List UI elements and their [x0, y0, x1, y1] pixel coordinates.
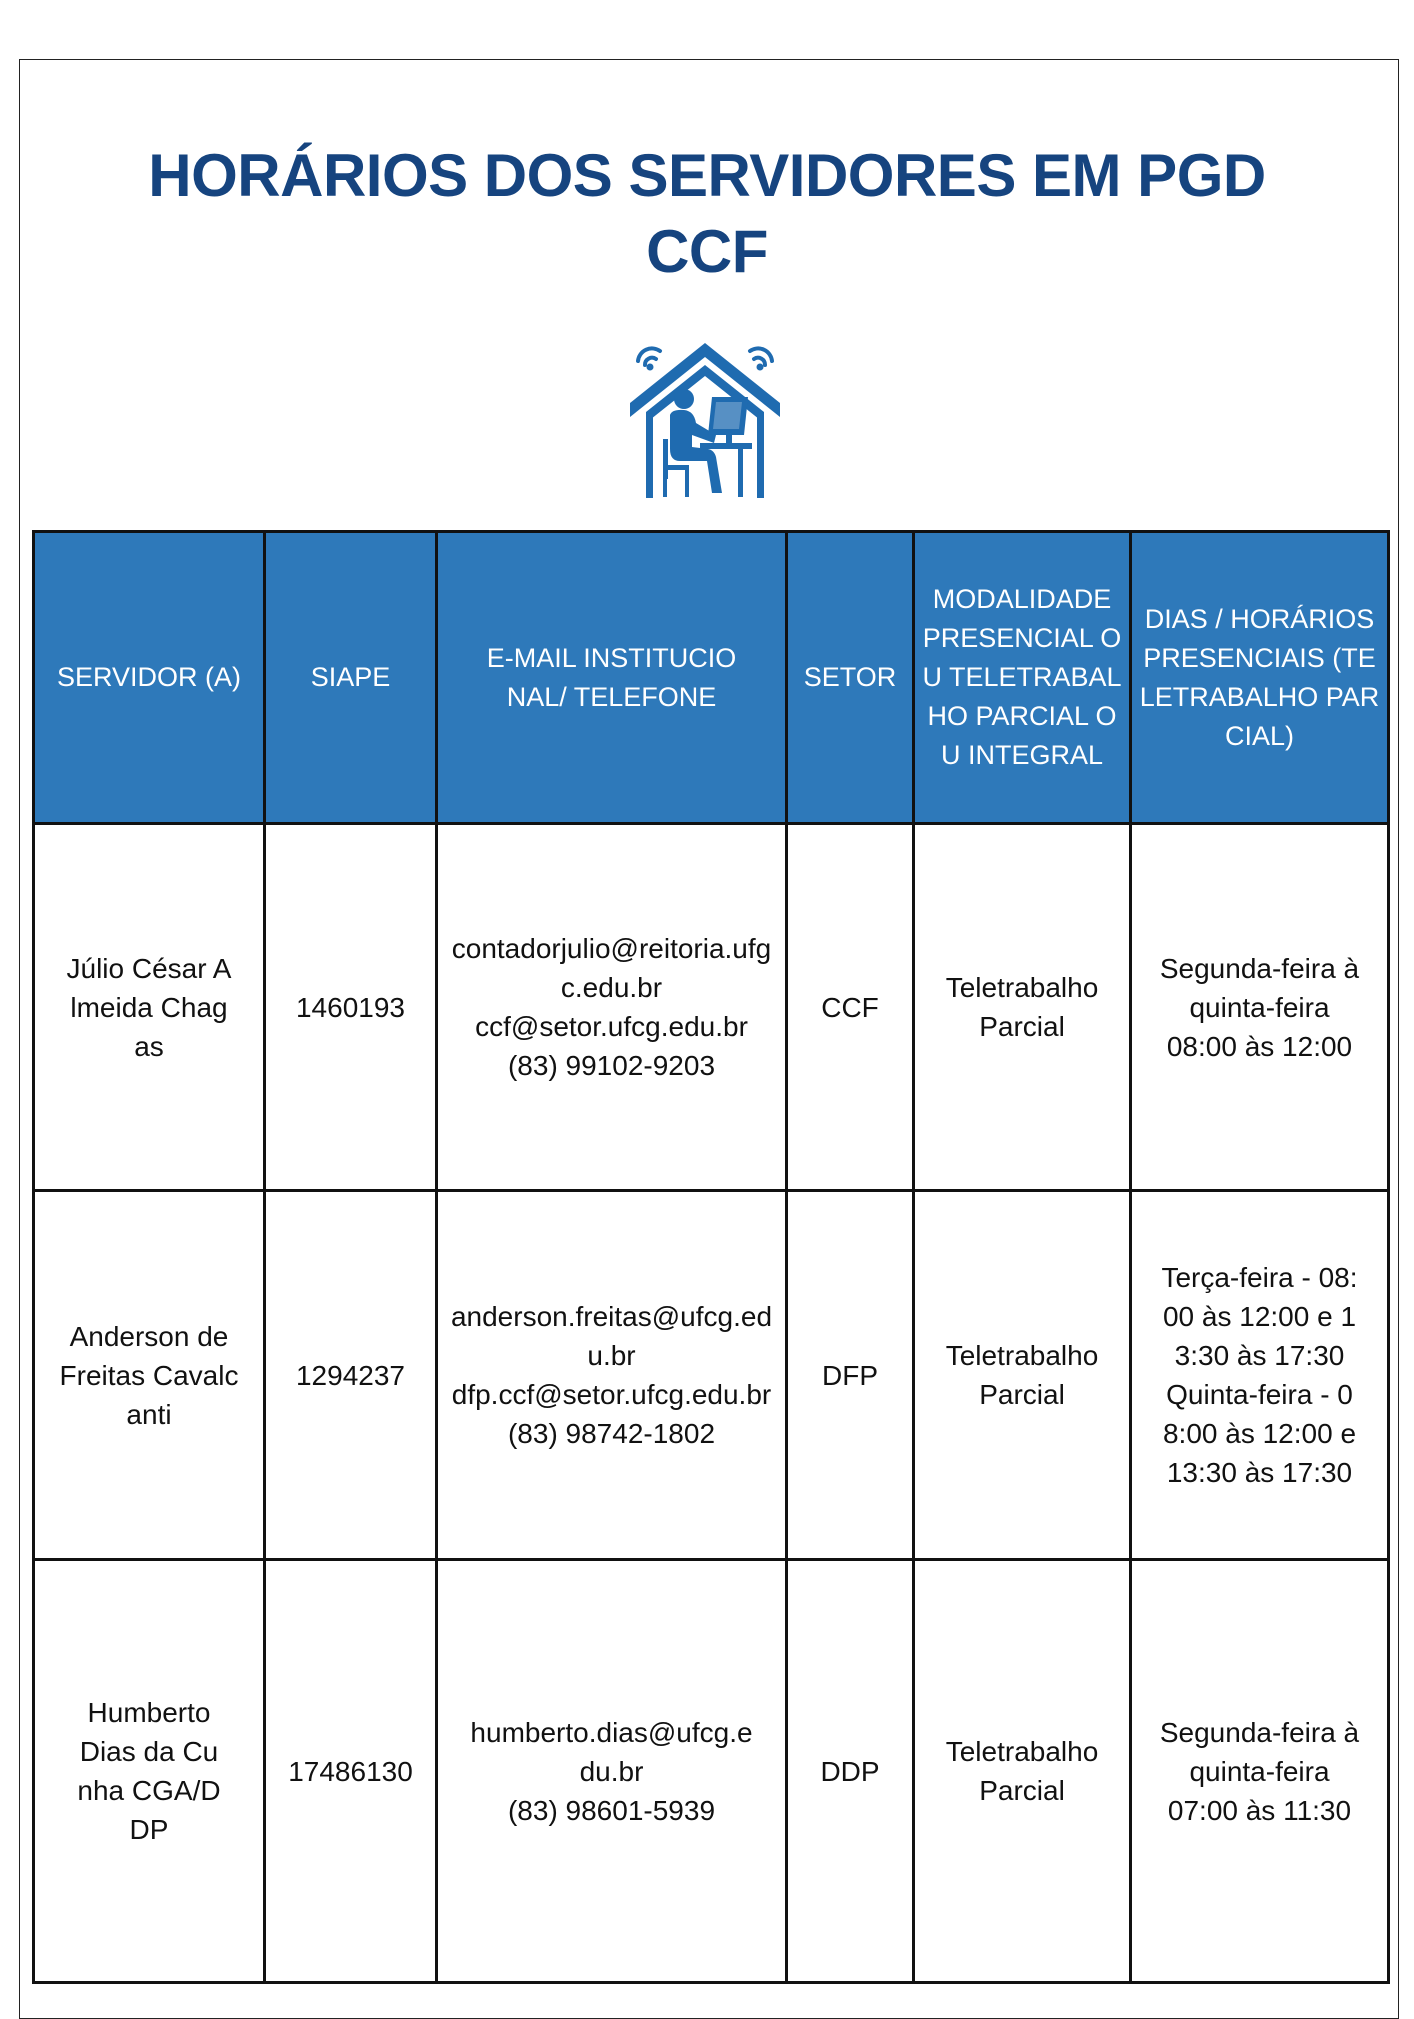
header-dias-horarios: DIAS / HORÁRIOS PRESENCIAIS (TELETRABALHO PARCIAL) — [1131, 532, 1389, 824]
phone-number: (83) 98742-1802 — [507, 1418, 716, 1449]
header-email-telefone: E-MAIL INSTITUCIONAL/ TELEFONE — [437, 532, 787, 824]
cell-modalidade: Teletrabalho Parcial — [914, 824, 1131, 1191]
header-servidor: SERVIDOR (A) — [34, 532, 265, 824]
header-modalidade: MODALIDADE PRESENCIAL OU TELETRABALHO PARCIAL OU INTEGRAL — [914, 532, 1131, 824]
schedule-entry: Quinta-feira - 08:00 às 12:00 e 13:30 às 17:30 — [1162, 1379, 1357, 1488]
cell-modalidade: Teletrabalho Parcial — [914, 1560, 1131, 1983]
cell-setor: CCF — [787, 824, 914, 1191]
title-line-1: HORÁRIOS DOS SERVIDORES EM PGD — [148, 142, 1266, 209]
cell-modalidade: Teletrabalho Parcial — [914, 1191, 1131, 1560]
table-row — [34, 1191, 1389, 1560]
cell-servidor: Júlio César Almeida Chagas — [34, 824, 265, 1191]
email-link[interactable]: ccf@setor.ufcg.edu.br — [475, 1011, 748, 1042]
schedule-hours: 08:00 às 12:00 — [1166, 1030, 1353, 1062]
header-setor: SETOR — [787, 532, 914, 824]
cell-siape: 1460193 — [265, 824, 437, 1191]
cell-contato — [437, 824, 787, 1191]
cell-setor: DFP — [787, 1191, 914, 1560]
email-link[interactable]: anderson.freitas@ufcg.edu.br — [450, 1301, 773, 1371]
servers-table — [32, 530, 1390, 1984]
schedule-entry: Terça-feira - 08:00 às 12:00 e 13:30 às 17:30 — [1161, 1262, 1358, 1371]
cell-servidor: Humberto Dias da Cunha CGA/DDP — [34, 1560, 265, 1983]
email-link[interactable]: dfp.ccf@setor.ufcg.edu.br — [451, 1379, 772, 1410]
cell-servidor: Anderson de Freitas Cavalcanti — [34, 1191, 265, 1560]
header-siape: SIAPE — [265, 532, 437, 824]
cell-siape: 1294237 — [265, 1191, 437, 1560]
cell-horarios — [1131, 1191, 1389, 1560]
email-link[interactable]: contadorjulio@reitoria.ufgc.edu.br — [451, 933, 772, 1003]
remote-work-house-icon — [630, 343, 780, 498]
cell-contato — [437, 1191, 787, 1560]
cell-horarios — [1131, 1560, 1389, 1983]
schedule-hours: 07:00 às 11:30 — [1167, 1794, 1352, 1826]
table-row — [34, 824, 1389, 1191]
cell-horarios — [1131, 824, 1389, 1191]
email-link[interactable]: humberto.dias@ufcg.edu.br — [470, 1716, 753, 1787]
cell-contato — [437, 1560, 787, 1983]
schedule-days: Segunda-feira à quinta-feira — [1159, 1716, 1360, 1787]
table-row — [34, 1560, 1389, 1983]
table-header-row — [34, 532, 1389, 824]
phone-number: (83) 99102-9203 — [507, 1050, 716, 1081]
cell-setor: DDP — [787, 1560, 914, 1983]
page-title — [0, 138, 1414, 290]
title-line-2: CCF — [646, 218, 768, 285]
cell-siape: 17486130 — [265, 1560, 437, 1983]
phone-number: (83) 98601-5939 — [507, 1794, 716, 1826]
schedule-days: Segunda-feira à quinta-feira — [1159, 952, 1360, 1023]
